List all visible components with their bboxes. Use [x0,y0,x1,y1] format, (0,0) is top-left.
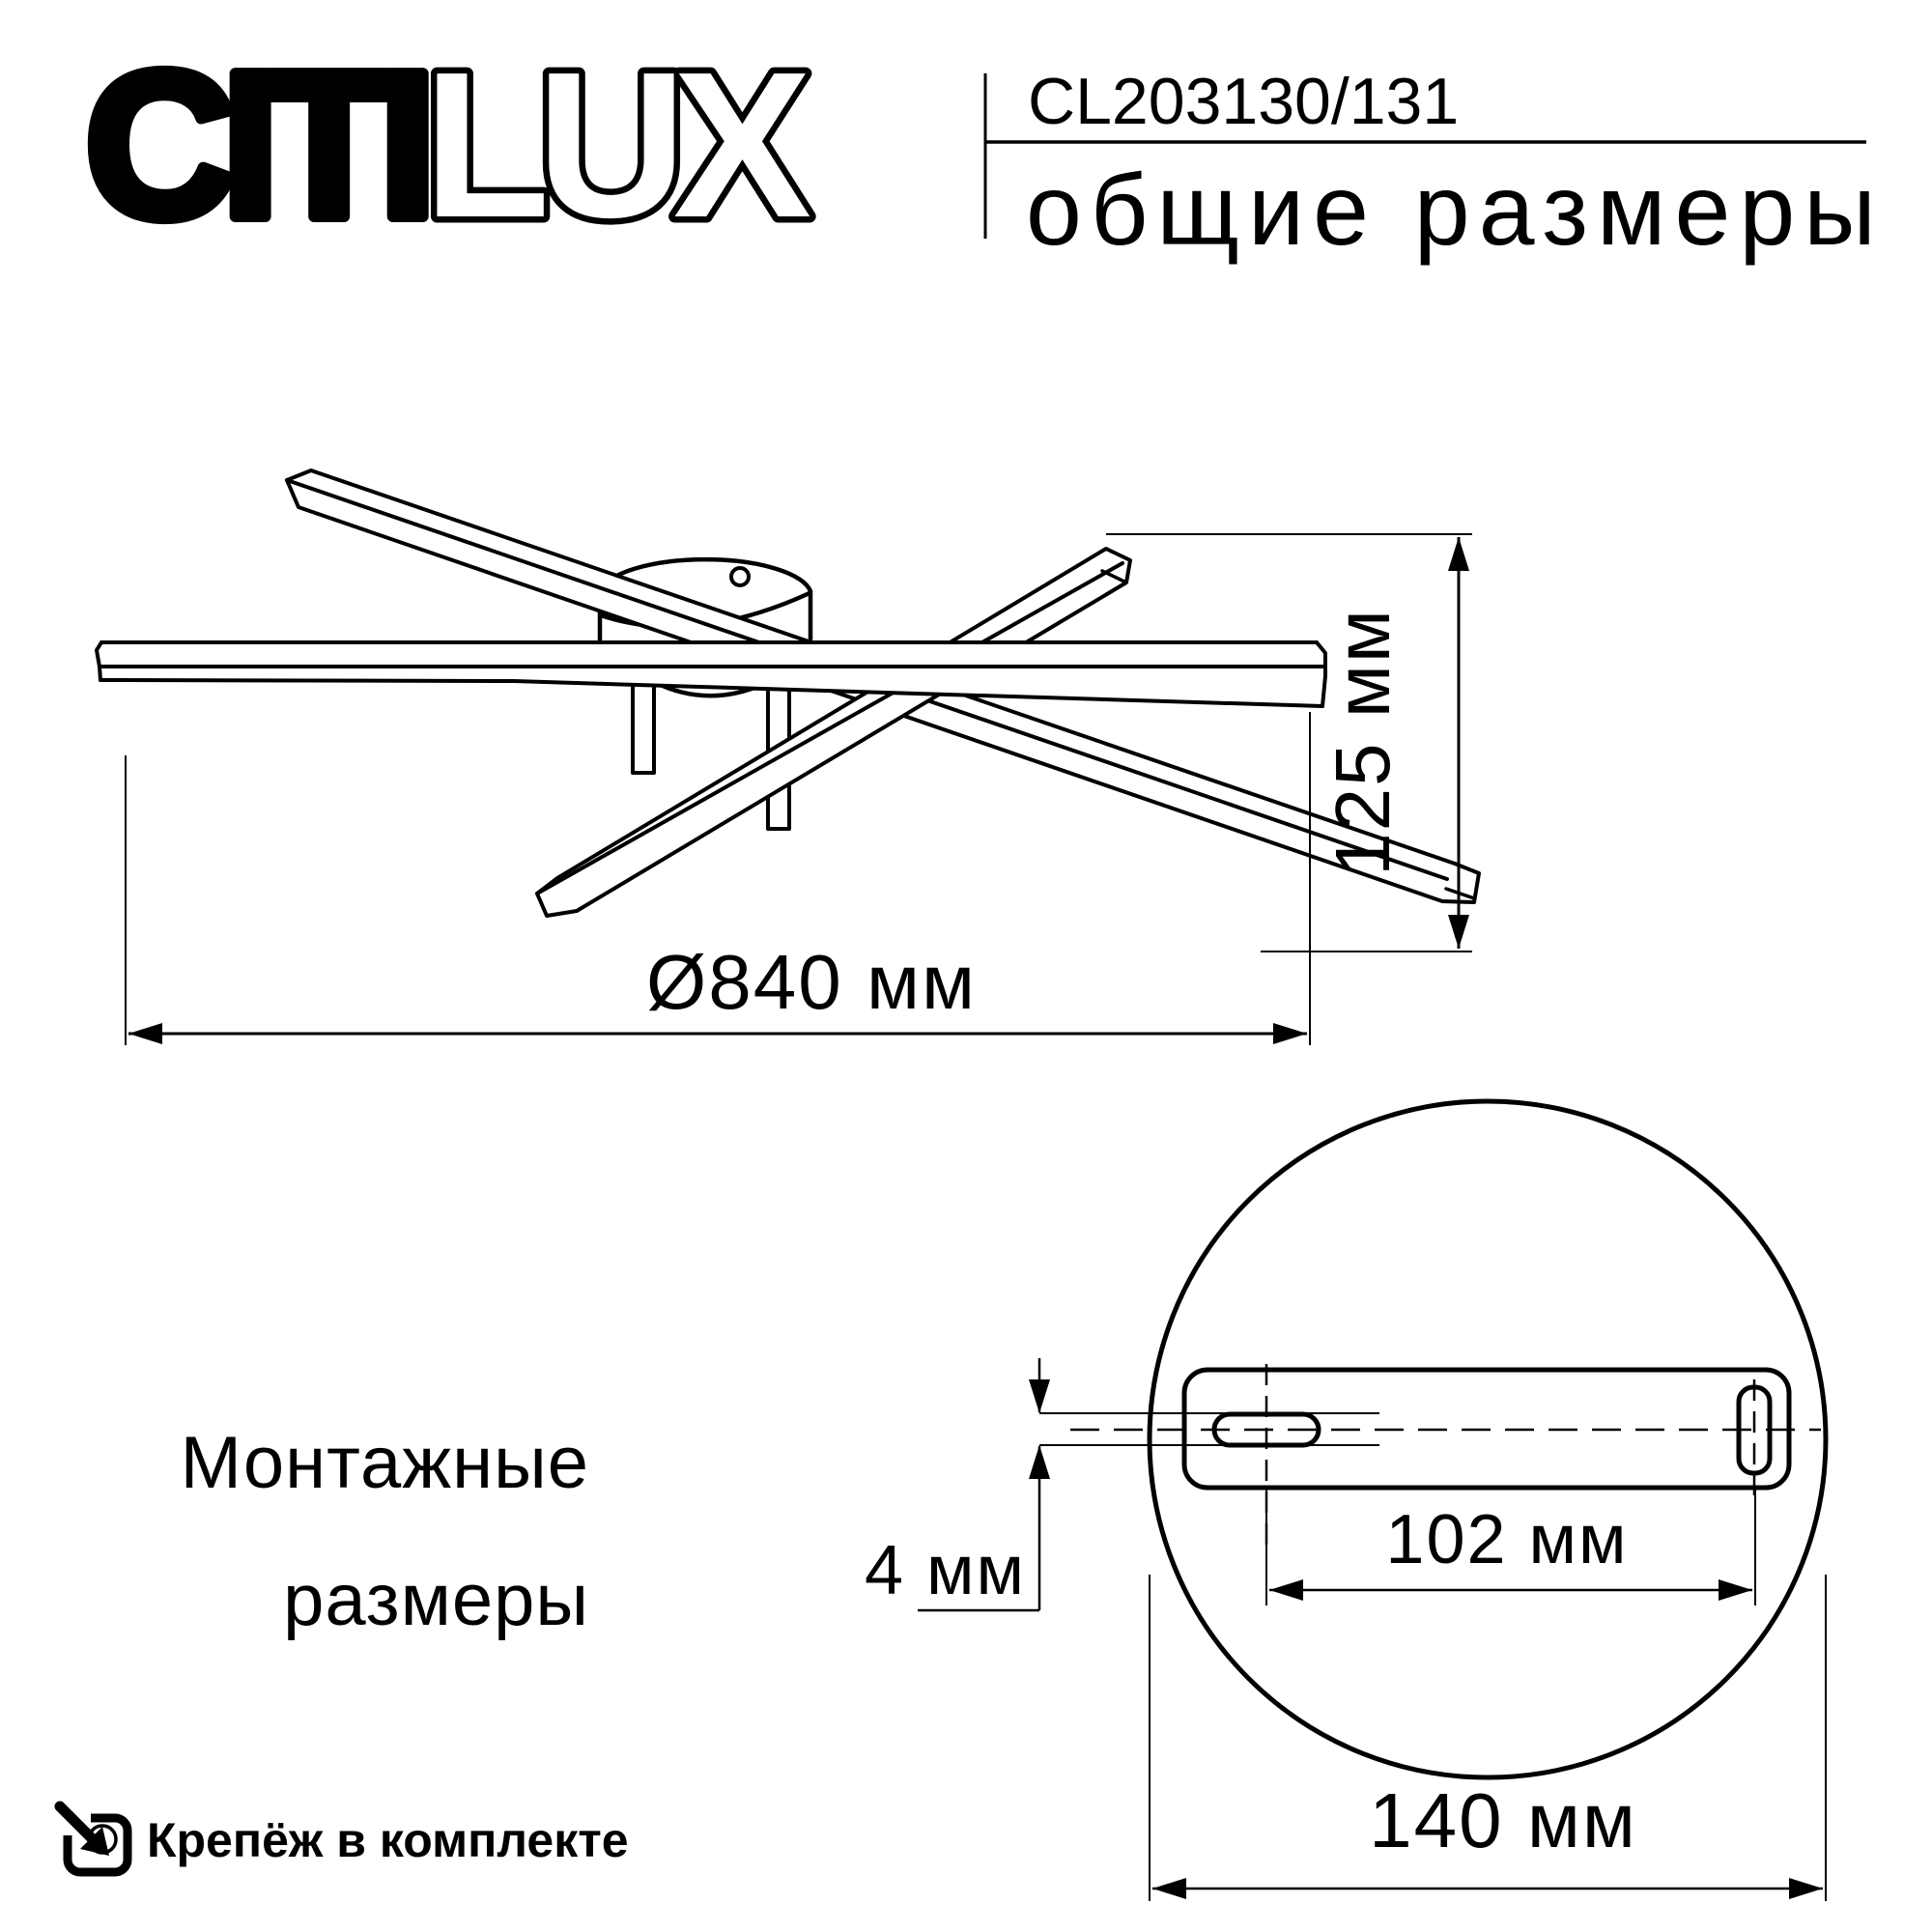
mounting-detail [865,1101,1826,1901]
header [85,28,1885,267]
arrow-up-icon [1448,537,1469,571]
fasteners-note: Крепёж в комплекте [147,1813,629,1867]
slot-spacing-label: 102 мм [1385,1501,1629,1578]
arrow-right-icon [1719,1579,1752,1601]
arrow-up-icon [1029,1445,1050,1479]
slot-width-label: 4 мм [864,1532,1026,1609]
arrow-right-icon [1273,1023,1307,1044]
diameter-dimension-label: Ø840 мм [646,939,977,1025]
arrow-left-icon [128,1023,162,1044]
arrow-down-icon [1448,915,1469,949]
brand-logo [85,28,810,261]
height-dimension-label: 125 мм [1320,608,1406,876]
canopy-diameter-label: 140 мм [1369,1777,1637,1863]
arrow-right-icon [1789,1878,1823,1899]
canopy-base-circle [1150,1101,1826,1777]
slot-spacing-dimension [1266,1488,1755,1605]
post-left [633,676,654,773]
arrow-left-icon [1269,1579,1303,1601]
canopy-screw-hole-icon [731,568,749,585]
slot-width-dimension [865,1358,1379,1610]
page-title: общие размеры [1026,155,1885,267]
fasteners-note-row [48,1795,629,1872]
fixture-drawing [97,470,1479,916]
mounting-title-line2: размеры [283,1559,589,1641]
arrow-left-icon [1152,1878,1186,1899]
mounting-title [181,1422,589,1641]
model-number: CL203130/131 [1028,65,1460,138]
arrow-down-icon [1029,1379,1050,1413]
mounting-title-line1: Монтажные [180,1422,589,1504]
brand-logo-solid: CITI [85,28,424,261]
fasteners-included-icon [48,1795,128,1872]
canopy-diameter-dimension [1150,1575,1826,1901]
brand-logo-outline: LUX [423,28,799,261]
